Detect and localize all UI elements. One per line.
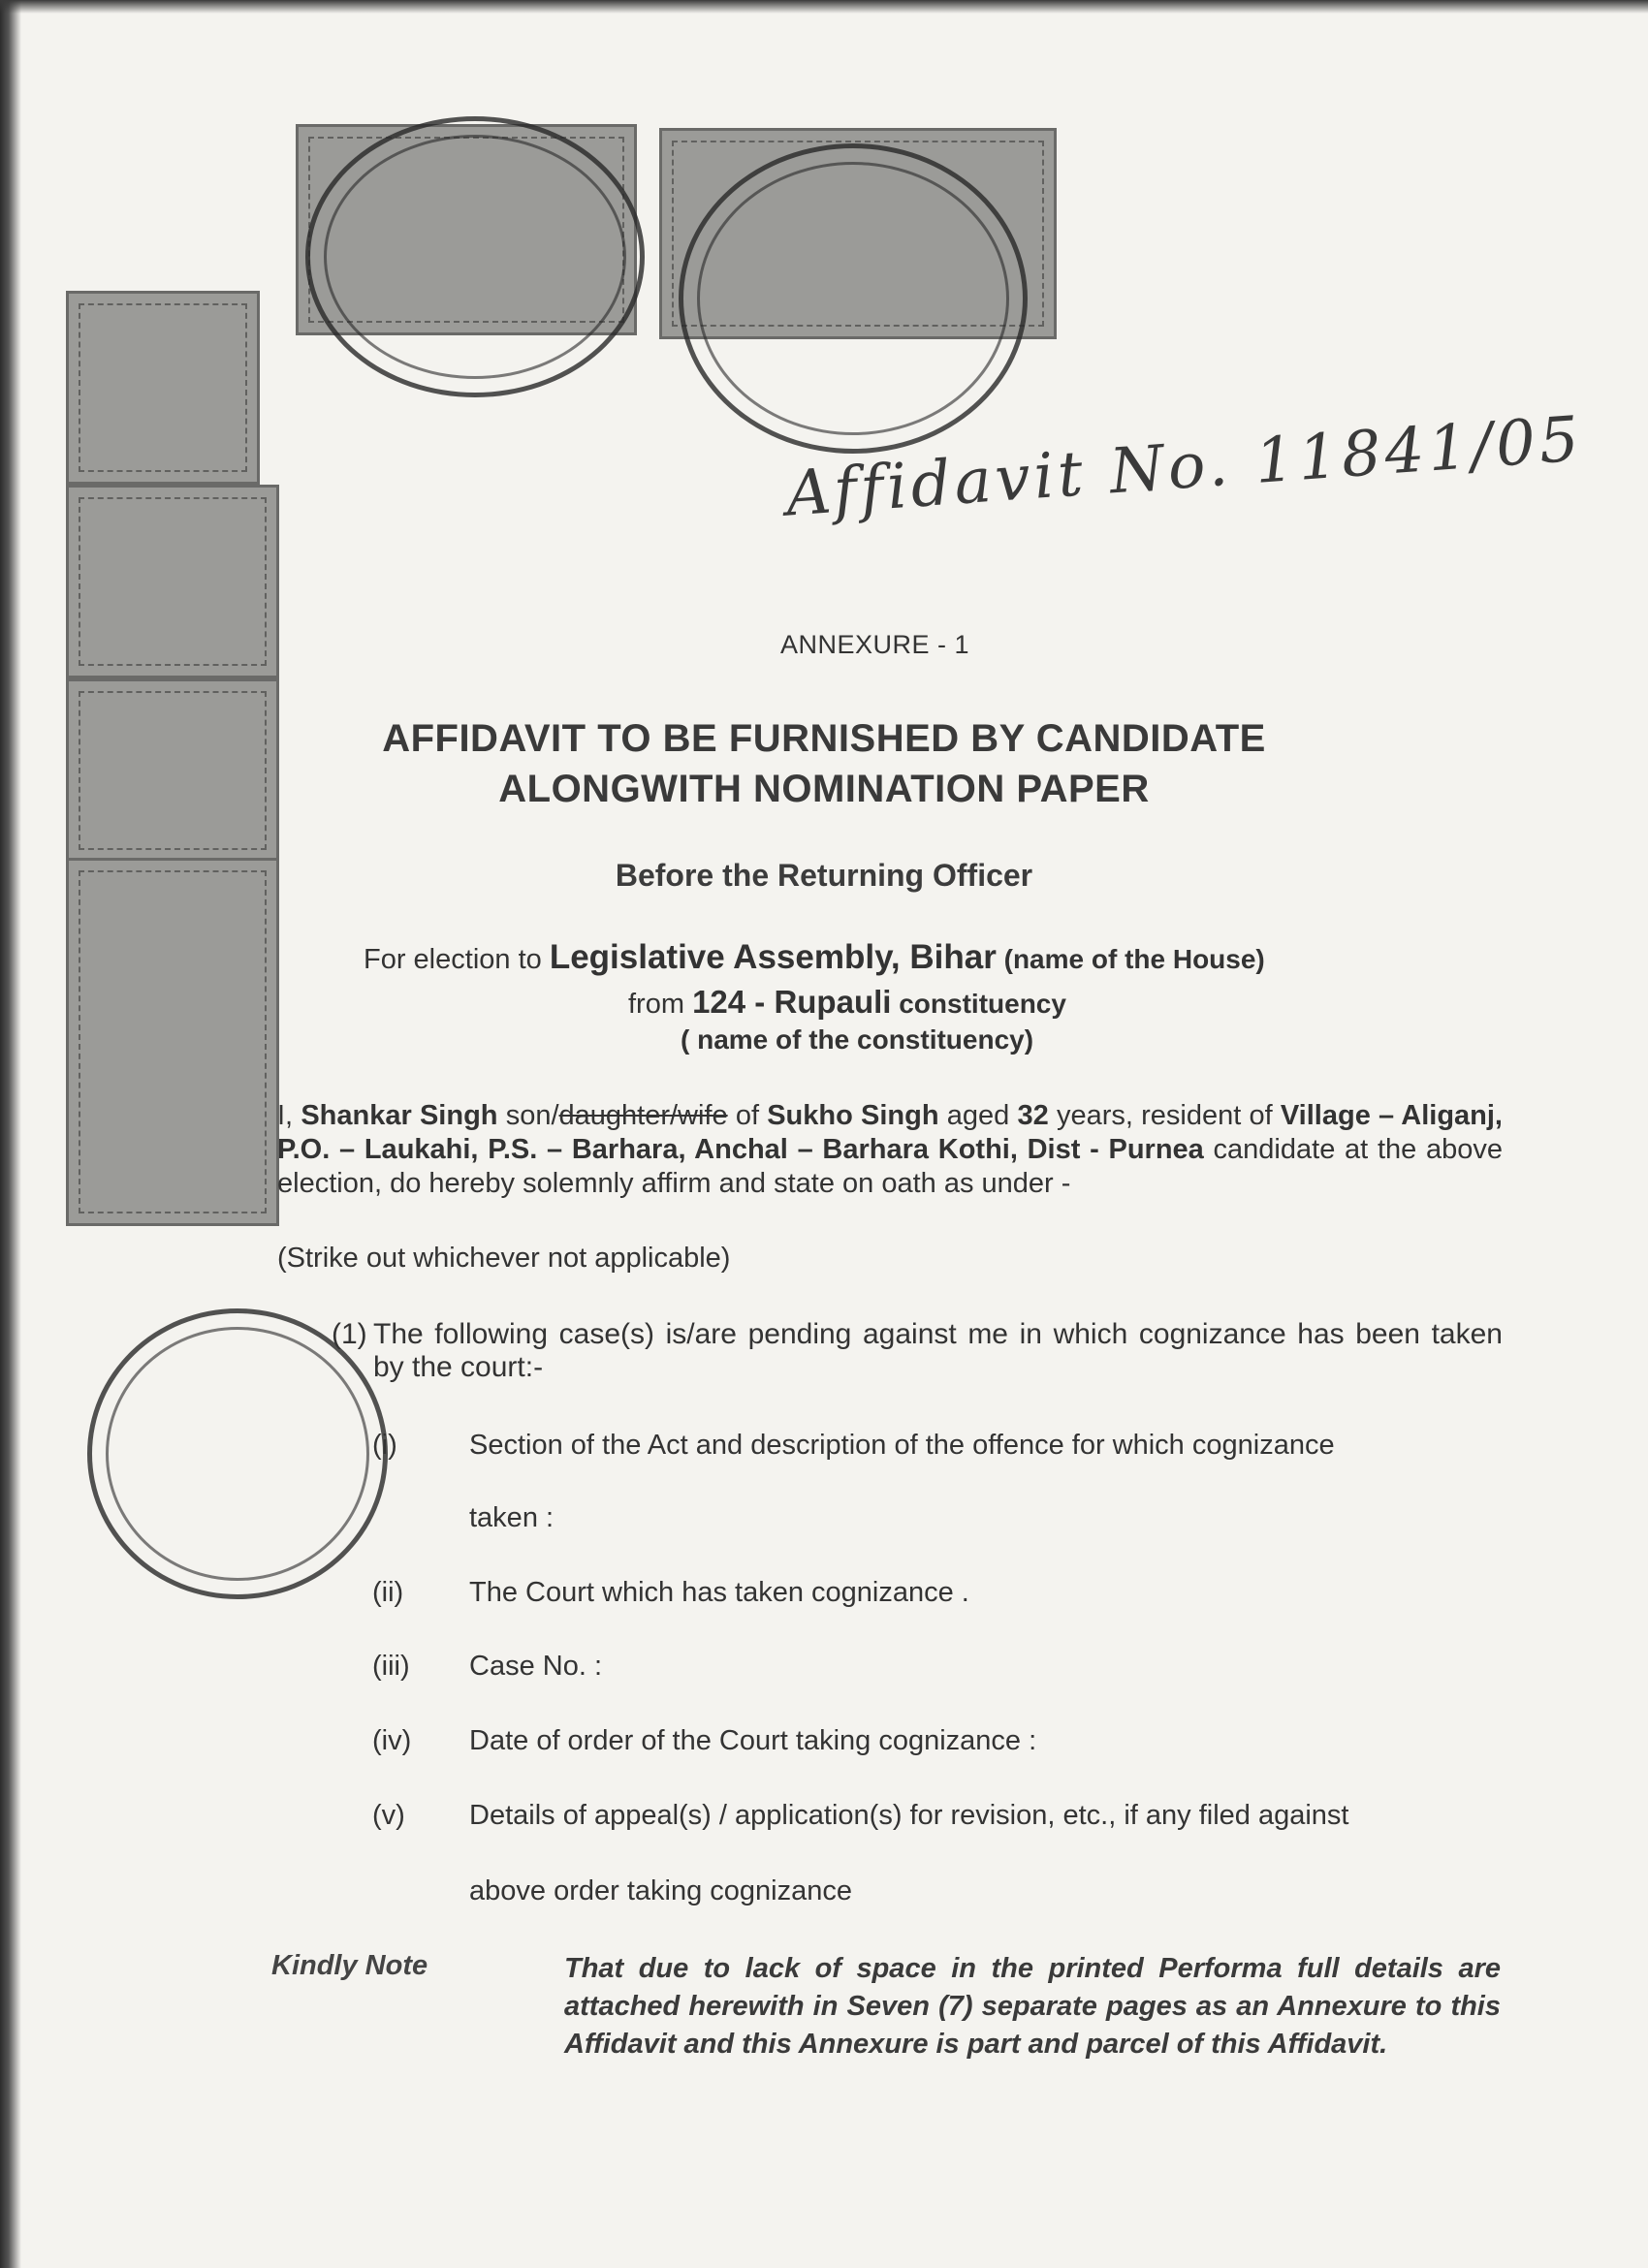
- subitem-text: Details of appeal(s) / application(s) for revision, etc., if any filed against: [469, 1800, 1349, 1831]
- declaration-aged: aged: [938, 1100, 1018, 1131]
- from-prefix: from: [628, 989, 693, 1020]
- court-fee-stamp-1: [66, 291, 260, 485]
- candidate-name: Shankar Singh: [301, 1100, 498, 1131]
- scan-edge-left: [0, 0, 21, 2268]
- kindly-note-text: That due to lack of space in the printed Performa full details are attached herewith in Seven (7) separate pages as an Annexure to this Affidavit and this Annexure is part and parcel of this Affidavit.: [564, 1953, 1501, 2060]
- notary-seal-1: [305, 116, 645, 397]
- item-1-number: (1): [332, 1318, 367, 1350]
- constituency-line: [628, 984, 1066, 1021]
- declaration-rest: candidate at the above election, do hereby solemnly affirm and state on oath as under -: [277, 1134, 1503, 1199]
- subitem-number: (iii): [372, 1651, 410, 1682]
- election-line: [364, 938, 1265, 977]
- subitem-number: (i): [372, 1430, 397, 1461]
- constituency-note: ( name of the constituency): [681, 1024, 1034, 1055]
- scan-edge-top: [0, 0, 1648, 14]
- subitem-text: Case No. :: [469, 1651, 602, 1682]
- subitem-text: above order taking cognizance: [469, 1875, 852, 1906]
- house-name: Legislative Assembly, Bihar: [549, 938, 997, 976]
- court-fee-stamp-4: [66, 858, 279, 1226]
- declaration-paragraph: [277, 1099, 1503, 1201]
- document-title-line-2: ALONGWITH NOMINATION PAPER: [498, 768, 1150, 810]
- handwritten-affidavit-number: Affidavit No. 11841/05: [783, 403, 1586, 531]
- candidate-address: Village – Aliganj, P.O. – Laukahi, P.S. – Barhara, Anchal – Barhara Kothi, Dist - Purnea: [277, 1100, 1503, 1165]
- subitem-text: taken :: [469, 1502, 555, 1533]
- relation-kept: son/: [497, 1100, 559, 1131]
- before-returning-officer: Before the Returning Officer: [615, 858, 1033, 893]
- father-name: Sukho Singh: [767, 1100, 939, 1131]
- subitem-number: (v): [372, 1800, 405, 1831]
- subitem-number: (ii): [372, 1577, 404, 1608]
- subitem-text: Section of the Act and description of the offence for which cognizance: [469, 1430, 1335, 1461]
- strike-out-note: (Strike out whichever not applicable): [277, 1243, 731, 1274]
- constituency-suffix: constituency: [891, 989, 1066, 1019]
- subitem-number: (iv): [372, 1725, 412, 1756]
- relation-struck: daughter/wife: [558, 1100, 728, 1131]
- candidate-age: 32: [1017, 1100, 1049, 1131]
- document-title-line-1: AFFIDAVIT TO BE FURNISHED BY CANDIDATE: [382, 717, 1266, 760]
- house-note: (name of the House): [996, 944, 1265, 974]
- declaration-of: of: [727, 1100, 768, 1131]
- constituency-name: 124 - Rupauli: [692, 984, 892, 1020]
- court-fee-stamp-2: [66, 485, 279, 678]
- item-1: [332, 1318, 1503, 1384]
- item-1-text: The following case(s) is/are pending against me in which cognizance has been taken by the court:-: [373, 1318, 1503, 1383]
- subitem-text: The Court which has taken cognizance .: [469, 1577, 969, 1608]
- notary-seal-3: [87, 1308, 388, 1599]
- subitem-text: Date of order of the Court taking cognizance :: [469, 1725, 1037, 1756]
- notary-seal-2: [679, 143, 1028, 454]
- declaration-i: I,: [277, 1100, 301, 1131]
- kindly-note-label: Kindly Note: [271, 1950, 428, 1981]
- annexure-heading: ANNEXURE - 1: [780, 630, 970, 659]
- election-prefix: For election to: [364, 944, 550, 975]
- declaration-years: years, resident of: [1048, 1100, 1281, 1131]
